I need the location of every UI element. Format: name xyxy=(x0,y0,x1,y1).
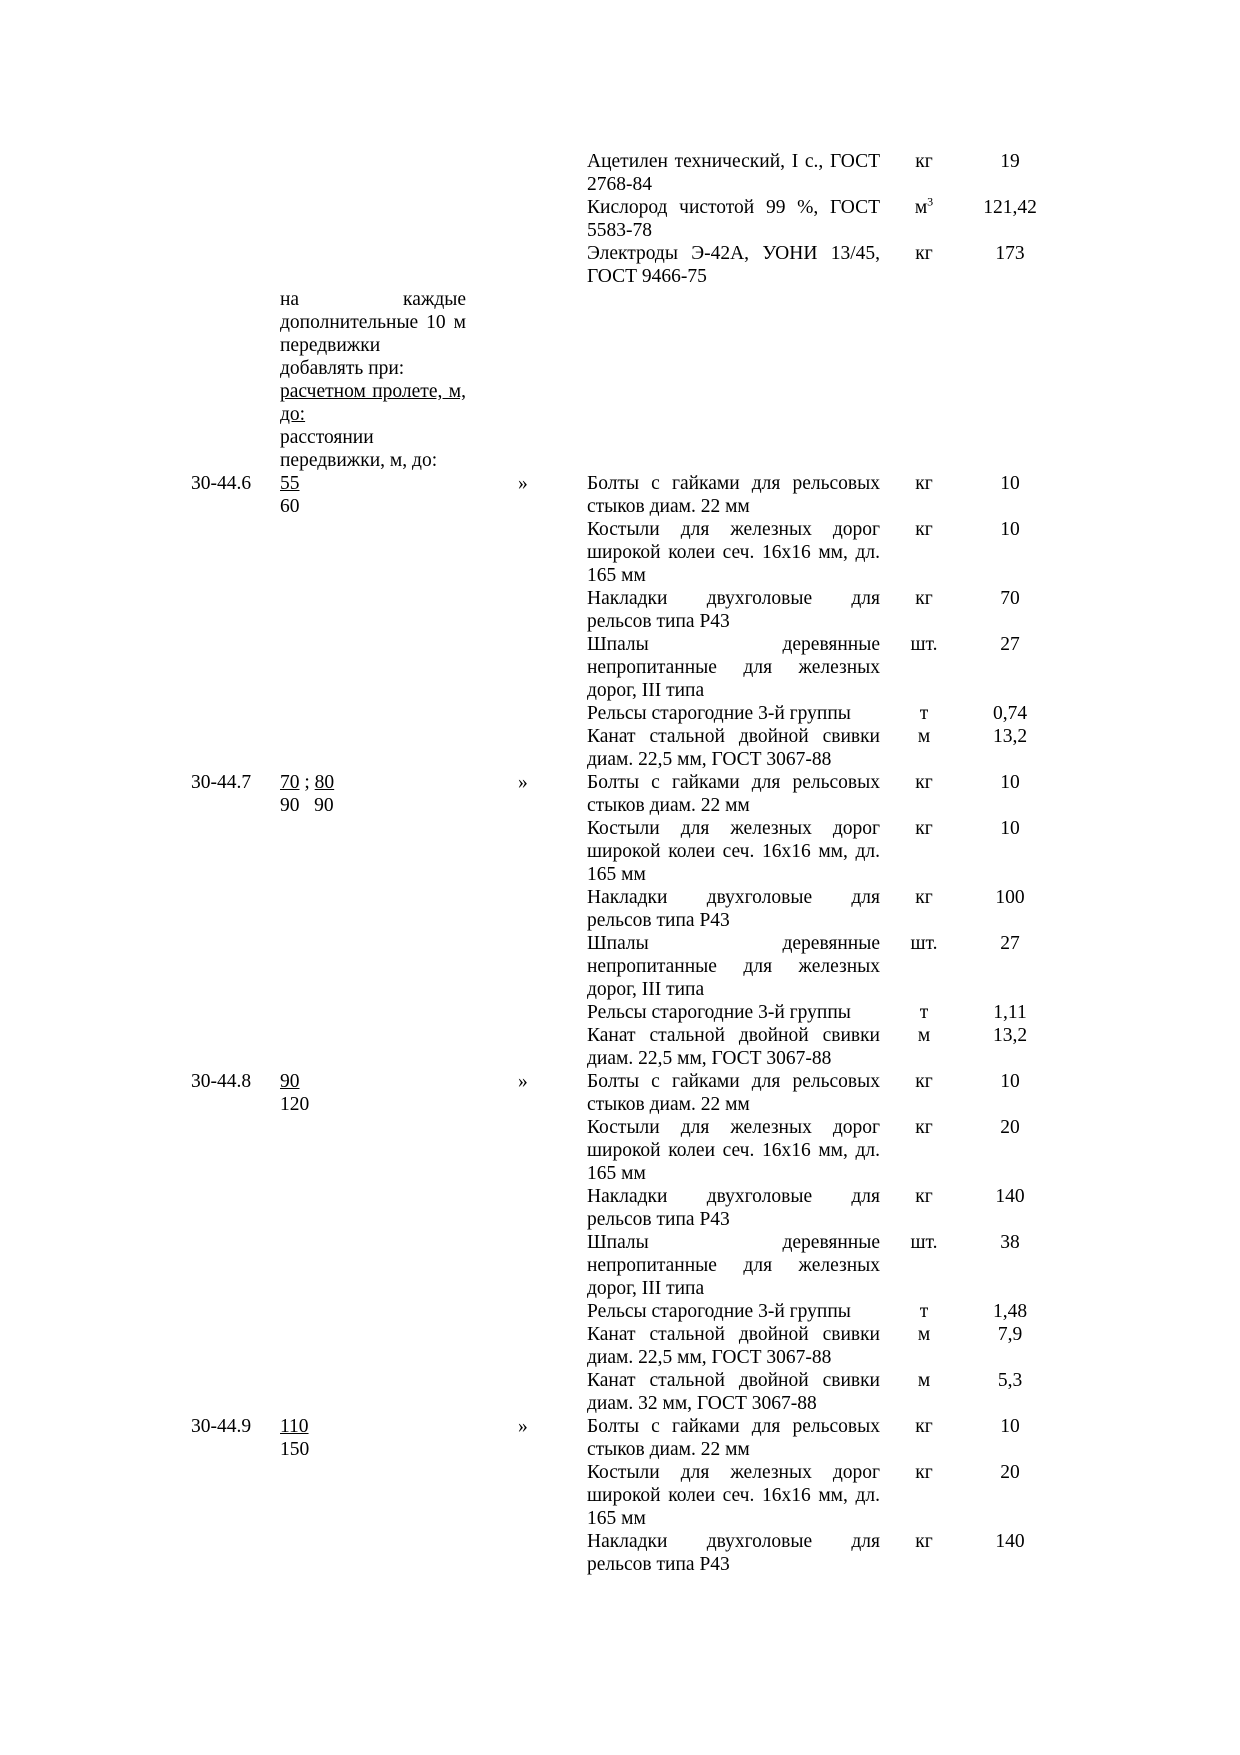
material-name: Шпалы деревянные непропитанные для железных дорог, III типа xyxy=(587,1232,880,1299)
ditto-mark: » xyxy=(518,1416,528,1437)
material-unit: кг xyxy=(915,243,933,264)
material-name: Канат стальной двойной свивки диам. 22,5 мм, ГОСТ 3067-88 xyxy=(587,726,880,770)
material-qty: 0,74 xyxy=(992,703,1028,724)
material-unit: кг xyxy=(915,887,933,908)
material-qty: 140 xyxy=(995,1186,1025,1207)
material-qty: 173 xyxy=(995,243,1025,264)
material-name: Накладки двухголовые для рельсов типа Р43 xyxy=(587,887,880,931)
note-distance-label: расстоянии передвижки, м, до: xyxy=(280,427,438,471)
material-name: Кислород чистотой 99 %, ГОСТ 5583-78 xyxy=(587,197,880,241)
distance-value: 90 90 xyxy=(280,795,334,816)
material-qty: 1,48 xyxy=(992,1301,1028,1322)
material-name: Накладки двухголовые для рельсов типа Р43 xyxy=(587,1186,880,1230)
material-unit: кг xyxy=(915,1416,933,1437)
material-name: Костыли для железных дорог широкой колеи сеч. 16х16 мм, дл. 165 мм xyxy=(587,519,880,586)
material-qty: 10 xyxy=(1000,1071,1020,1092)
material-unit: кг xyxy=(915,151,933,172)
material-unit: м xyxy=(917,1370,931,1391)
material-qty: 121,42 xyxy=(983,197,1037,218)
material-unit: т xyxy=(919,703,929,724)
material-qty: 10 xyxy=(1000,473,1020,494)
material-qty: 20 xyxy=(1000,1117,1020,1138)
material-name: Накладки двухголовые для рельсов типа Р43 xyxy=(587,588,880,632)
material-qty: 13,2 xyxy=(992,726,1028,747)
unit-superscript: 3 xyxy=(927,194,934,209)
material-unit: кг xyxy=(915,473,933,494)
distance-value: 60 xyxy=(280,496,300,517)
material-unit: кг xyxy=(915,1186,933,1207)
material-name: Шпалы деревянные непропитанные для железных дорог, III типа xyxy=(587,933,880,1000)
material-name: Канат стальной двойной свивки диам. 32 мм, ГОСТ 3067-88 xyxy=(587,1370,880,1414)
material-qty: 10 xyxy=(1000,818,1020,839)
material-unit: т xyxy=(919,1002,929,1023)
material-name: Ацетилен технический, I с., ГОСТ 2768-84 xyxy=(587,151,880,195)
material-name: Болты с гайками для рельсовых стыков диам. 22 мм xyxy=(587,473,880,517)
ditto-mark: » xyxy=(518,473,528,494)
material-unit: м xyxy=(917,1025,931,1046)
material-unit: кг xyxy=(915,772,933,793)
note-span-label: расчетном пролете, м, до: xyxy=(280,381,466,425)
material-name: Накладки двухголовые для рельсов типа Р43 xyxy=(587,1531,880,1575)
material-unit: кг xyxy=(915,1531,933,1552)
row-code: 30-44.8 xyxy=(191,1071,252,1092)
material-name: Канат стальной двойной свивки диам. 22,5 мм, ГОСТ 3067-88 xyxy=(587,1025,880,1069)
material-name: Рельсы старогодние 3-й группы xyxy=(587,1301,851,1322)
material-name: Рельсы старогодние 3-й группы xyxy=(587,703,851,724)
material-qty: 1,11 xyxy=(993,1002,1027,1023)
material-name: Шпалы деревянные непропитанные для железных дорог, III типа xyxy=(587,634,880,701)
material-name: Болты с гайками для рельсовых стыков диам. 22 мм xyxy=(587,772,880,816)
ditto-mark: » xyxy=(518,1071,528,1092)
material-unit: м xyxy=(917,1324,931,1345)
material-name: Костыли для железных дорог широкой колеи сеч. 16х16 мм, дл. 165 мм xyxy=(587,1462,880,1529)
material-name: Канат стальной двойной свивки диам. 22,5 мм, ГОСТ 3067-88 xyxy=(587,1324,880,1368)
row-code: 30-44.9 xyxy=(191,1416,252,1437)
span-value: 80 xyxy=(314,772,335,793)
material-qty: 7,9 xyxy=(997,1324,1023,1345)
span-value: 55 xyxy=(280,473,300,494)
material-unit: шт. xyxy=(910,933,938,954)
material-unit: кг xyxy=(915,818,933,839)
material-name: Костыли для железных дорог широкой колеи сеч. 16х16 мм, дл. 165 мм xyxy=(587,818,880,885)
distance-value: 150 xyxy=(280,1439,310,1460)
material-qty: 13,2 xyxy=(992,1025,1028,1046)
material-qty: 19 xyxy=(1000,151,1020,172)
material-unit: кг xyxy=(915,1071,933,1092)
material-unit: кг xyxy=(915,519,933,540)
material-unit: кг xyxy=(915,1117,933,1138)
material-qty: 20 xyxy=(1000,1462,1020,1483)
row-params xyxy=(280,1070,466,1116)
ditto-mark: » xyxy=(518,772,528,793)
distance-value: 120 xyxy=(280,1094,310,1115)
material-qty: 10 xyxy=(1000,519,1020,540)
material-qty: 10 xyxy=(1000,1416,1020,1437)
material-qty: 70 xyxy=(1000,588,1020,609)
material-qty: 38 xyxy=(1000,1232,1020,1253)
span-value: 90 xyxy=(280,1071,300,1092)
material-name: Болты с гайками для рельсовых стыков диам. 22 мм xyxy=(587,1416,880,1460)
row-params xyxy=(280,472,466,518)
row-params xyxy=(280,771,466,817)
row-code: 30-44.6 xyxy=(191,473,252,494)
material-qty: 5,3 xyxy=(997,1370,1023,1391)
material-unit: шт. xyxy=(910,1232,938,1253)
material-qty: 27 xyxy=(1000,933,1020,954)
material-qty: 10 xyxy=(1000,772,1020,793)
material-unit: кг xyxy=(915,588,933,609)
material-name: Костыли для железных дорог широкой колеи сеч. 16х16 мм, дл. 165 мм xyxy=(587,1117,880,1184)
material-unit: м xyxy=(917,726,931,747)
material-unit: кг xyxy=(915,1462,933,1483)
material-qty: 27 xyxy=(1000,634,1020,655)
material-unit xyxy=(889,196,959,219)
note-intro: на каждые дополнительные 10 м передвижки добавлять при: xyxy=(280,289,466,379)
material-name: Рельсы старогодние 3-й группы xyxy=(587,1002,851,1023)
material-unit: т xyxy=(919,1301,929,1322)
unit-base: м xyxy=(914,197,928,218)
row-code: 30-44.7 xyxy=(191,772,252,793)
material-qty: 100 xyxy=(995,887,1025,908)
span-value: 110 xyxy=(280,1416,309,1437)
material-name: Электроды Э-42А, УОНИ 13/45, ГОСТ 9466-75 xyxy=(587,243,880,287)
span-value: 70 xyxy=(280,772,300,793)
span-separator: ; xyxy=(299,772,315,793)
material-qty: 140 xyxy=(995,1531,1025,1552)
material-name: Болты с гайками для рельсовых стыков диам. 22 мм xyxy=(587,1071,880,1115)
material-unit: шт. xyxy=(910,634,938,655)
note-block xyxy=(280,288,466,472)
row-params xyxy=(280,1415,466,1461)
